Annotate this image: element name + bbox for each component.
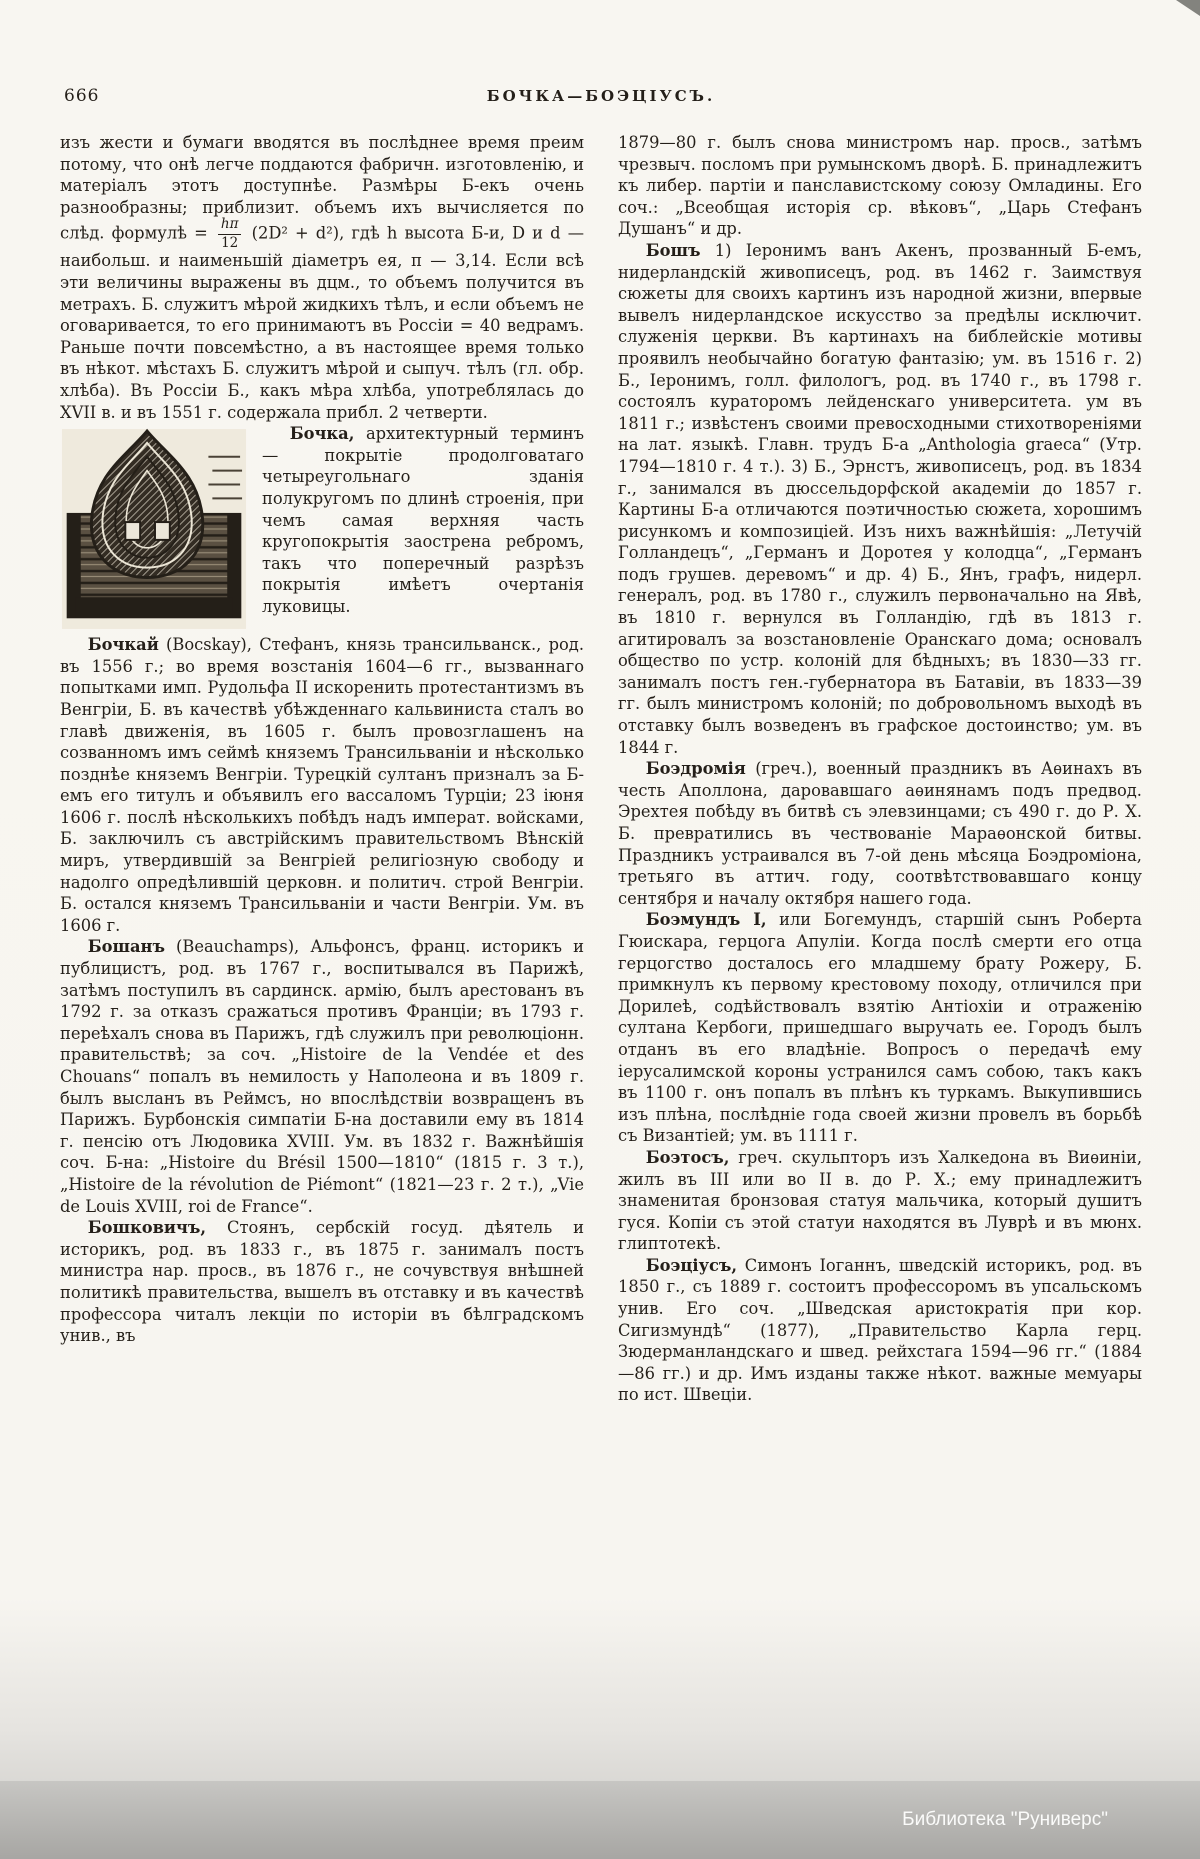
article-boemund xyxy=(618,909,1142,1147)
article-term: Боэдромія xyxy=(645,759,746,779)
formula-numerator: hπ xyxy=(218,218,242,235)
article-term: Боэціусъ, xyxy=(645,1255,738,1275)
article-boshkovich xyxy=(60,1217,584,1347)
text-run: изъ жести и бумаги вводятся въ послѣднее время преим потому, что онѣ легче поддаются фабричн. изготовленію, и матеріалъ этотъ доступнѣе. Размѣры Б-екъ очень разнообразны; приблизит. объемъ ихъ вычисляется по слѣд. формулѣ = xyxy=(60,133,584,243)
page-header xyxy=(60,86,1142,110)
bochka-roof-woodcut-illustration xyxy=(60,426,248,632)
article-term: Боэтосъ, xyxy=(645,1147,730,1167)
article-term: Бочка, xyxy=(289,424,355,444)
text-columns xyxy=(60,132,1142,1406)
article-text: 1) Іеронимъ ванъ Акенъ, прозванный Б-емъ, нидерландскій живописецъ, род. въ 1462 г. Заимствуя сюжеты для своихъ картинъ изъ народной жизни, впервые вывелъ нидерландское искусство за предѣлы исключит. служенія церкви. Въ картинахъ на библейскіе мотивы проявилъ необычайно богатую фантазію; ум. въ 1516 г. 2) Б., Іеронимъ, голл. филологъ, род. въ 1740 г., въ 1798 г. состоялъ кураторомъ лейденскаго университета. ум въ 1811 г.; извѣстенъ своими превосходными стихотвореніями на лат. языкѣ. Главн. трудъ Б-а „Anthologia graeca“ (Утр. 1794—1810 г. 4 т.). 3) Б., Эрнстъ, живописецъ, род. въ 1834 г., занимался въ дюссельдорфской академіи до 1857 г. Картины Б-а отличаются поэтичностью сюжета, хорошимъ рисункомъ и композиціей. Изъ нихъ важнѣйшія: „Летучій Голландецъ“, „Германъ и Доротея у колодца“, „Германъ подъ грушев. деревомъ“ и др. 4) Б., Янъ, графъ, нидерл. генералъ, род. въ 1780 г., служилъ первоначально на Явѣ, въ 1810 г. вернулся въ Голландію, гдѣ въ 1813 г. агитировалъ за возстановленіе Оранскаго дома; основалъ общество по устр. колоній для бѣдныхъ; въ 1830—33 гг. занималъ постъ ген.-губернатора въ Батавіи, въ 1833—39 гг. былъ министромъ колоній; по добровольномъ выходѣ въ отставку былъ возведенъ въ графское достоинство; ум. въ 1844 г. xyxy=(618,240,1142,757)
left-column xyxy=(60,132,584,1406)
right-column xyxy=(618,132,1142,1406)
article-term: Бошанъ xyxy=(87,937,165,957)
volume-formula-fraction xyxy=(218,218,242,250)
scan-corner-artifact xyxy=(1176,0,1200,16)
text-run: (2D² + d²), гдѣ h высота Б-и, D и d — наибольш. и наименьшій діаметръ ея, π — 3,14. Если всѣ эти величины выражены въ дцм., то объемъ получится въ метрахъ. Б. служитъ мѣрой жидкихъ тѣлъ, и если объемъ не оговаривается, то его принимаютъ въ Россіи = 40 ведрамъ. Раньше почти повсемѣстно, а въ настоящее время только въ нѣкот. мѣстахъ Б. служитъ мѣрой и сыпуч. тѣлъ (гл. обр. хлѣба). Въ Россіи Б., какъ мѣра хлѣба, употреблялась до XVII в. и въ 1551 г. содержала прибл. 2 четверти. xyxy=(60,223,584,422)
article-boshan xyxy=(60,936,584,1217)
article-text: или Богемундъ, старшій сынъ Роберта Гюискара, герцога Апуліи. Когда послѣ смерти его отца герцогство досталось его младшему брату Рожеру, Б. примкнулъ къ первому крестовому походу, отличился при Дорилеѣ, содѣйствовалъ взятію Антіохіи и отраженію султана Кербоги, пришедшаго выручать ее. Городъ былъ отданъ въ его владѣніе. Вопросъ о передачѣ ему іерусалимской короны устранился самъ собою, такъ какъ въ 1100 г. онъ попалъ въ плѣнъ къ туркамъ. Выкупившись изъ плѣна, послѣдніе года своей жизни провелъ въ борьбѣ съ Византіей; ум. въ 1111 г. xyxy=(618,910,1142,1146)
article-term: Бошъ xyxy=(645,240,701,260)
library-watermark: Библиотека "Руниверс" xyxy=(902,1809,1108,1830)
article-text: (греч.), военный праздникъ въ Аѳинахъ въ честь Аполлона, даровавшаго аѳинянамъ подъ предвод. Эрехтея побѣду въ битвѣ съ элевзинцами; съ 490 г. до Р. X. Б. превратились въ чествованіе Мараѳонской битвы. Праздникъ устраивался въ 7-ой день мѣсяца Боэдроміона, третьяго въ аттич. году, соотвѣтствовавшаго концу сентября и началу октября нашего года. xyxy=(618,759,1142,908)
article-text: (Beauchamps), Альфонсъ, франц. историкъ и публицистъ, род. въ 1767 г., воспитывался въ Парижѣ, затѣмъ поступилъ въ сардинск. армію, былъ арестованъ въ 1792 г. за отказъ сражаться противъ Франціи; въ 1793 г. переѣхалъ снова въ Парижъ, гдѣ служилъ при революціонн. правительствѣ; за соч. „Histoire de la Vendée et des Chouans“ попалъ въ немилость у Наполеона и въ 1809 г. былъ высланъ въ Реймсъ, но впослѣдствіи возвращенъ въ Парижъ. Бурбонскія симпатіи Б-на доставили ему въ 1814 г. пенсію отъ Людовика XVIII. Ум. въ 1832 г. Важнѣйшія соч. Б-на: „Histoire du Brésil 1500—1810“ (1815 г. 3 т.), „Histoire de la révolution de Piémont“ (1821—23 г. 2 т.), „Vie de Louis XVIII, roi de France“. xyxy=(60,937,584,1216)
article-text: архитектурный терминъ — покрытіе продолговатаго четыреугольнаго зданія полукругомъ по длинѣ строенія, при чемъ самая верхняя часть кругопокрытія заострена ребромъ, такъ что поперечный разрѣзъ покрытія имѣетъ очертанія луковицы. xyxy=(262,424,584,616)
formula-denominator: 12 xyxy=(221,234,239,251)
article-bochka-architecture xyxy=(60,423,584,617)
article-text: греч. скульпторъ изъ Халкедона въ Виѳиніи, жилъ въ III или во II в. до Р. X.; ему принадлежитъ знаменитая бронзовая статуя мальчика, который душитъ гуся. Копіи съ этой статуи находятся въ Луврѣ и въ мюнх. глиптотекѣ. xyxy=(618,1147,1142,1254)
running-head: БОЧКА—БОЭЦІУСЪ. xyxy=(486,87,716,105)
article-text: Симонъ Іоганнъ, шведскій историкъ, род. въ 1850 г., съ 1889 г. состоитъ профессоромъ въ упсальскомъ унив. Его соч. „Шведская аристократія при кор. Сигизмундѣ“ (1877), „Правительство Карла герц. Зюдерманландскаго и швед. рейхстага 1594—96 гг.“ (1884—86 гг.) и др. Имъ изданы также нѣкот. важные мемуары по ист. Швеціи. xyxy=(618,1255,1142,1405)
article-boethius xyxy=(618,1255,1142,1406)
article-boethos xyxy=(618,1147,1142,1255)
article-boedromia xyxy=(618,758,1142,909)
article-term: Бошковичъ, xyxy=(87,1218,207,1238)
paragraph-continuation-right: 1879—80 г. былъ снова министромъ нар. просв., затѣмъ чрезвыч. посломъ при румынскомъ дворѣ. Б. принадлежитъ къ либер. партіи и панславистскому союзу Омладины. Его соч.: „Всеобщая исторія ср. вѣковъ“, „Царь Стефанъ Душанъ“ и др. xyxy=(618,133,1142,239)
article-text: Стоянъ, сербскій госуд. дѣятель и историкъ, род. въ 1833 г., въ 1875 г. занималъ постъ министра нар. просв., въ 1876 г., не сочувствуя внѣшней политикѣ правительства, вышелъ въ отставку и въ качествѣ профессора читалъ лекціи по исторіи въ бѣлградскомъ унив., въ xyxy=(60,1218,584,1346)
article-term: Бочкай xyxy=(87,635,159,655)
article-bosch xyxy=(618,240,1142,758)
paragraph-continuation-left xyxy=(60,132,584,423)
article-text: (Bocskay), Стефанъ, князь трансильванск., род. въ 1556 г.; во время возстанія 1604—6 гг., вызваннаго попытками имп. Рудольфа II искоренить протестантизмъ въ Венгріи, Б. въ качествѣ убѣжденнаго кальвиниста сталъ во главѣ движенія, въ 1605 г. былъ провозглашенъ на созванномъ имъ сеймѣ княземъ Трансильваніи и нѣсколько позднѣе княземъ Венгріи. Турецкій султанъ призналъ за Б-емъ его титулъ и объявилъ его вассаломъ Турціи; 23 іюня 1606 г. послѣ нѣсколькихъ побѣдъ надъ императ. войсками, Б. заключилъ съ австрійскимъ правительствомъ Вѣнскій миръ, утвердившій за Венгріей религіозную свободу и надолго опредѣлившій церковн. и политич. строй Венгріи. Б. остался княземъ Трансильваніи и части Венгріи. Ум. въ 1606 г. xyxy=(60,635,584,935)
page-number: 666 xyxy=(64,86,100,106)
scan-footer-band xyxy=(0,1781,1200,1859)
article-term: Боэмундъ I, xyxy=(645,910,767,930)
article-bochkay xyxy=(60,634,584,936)
